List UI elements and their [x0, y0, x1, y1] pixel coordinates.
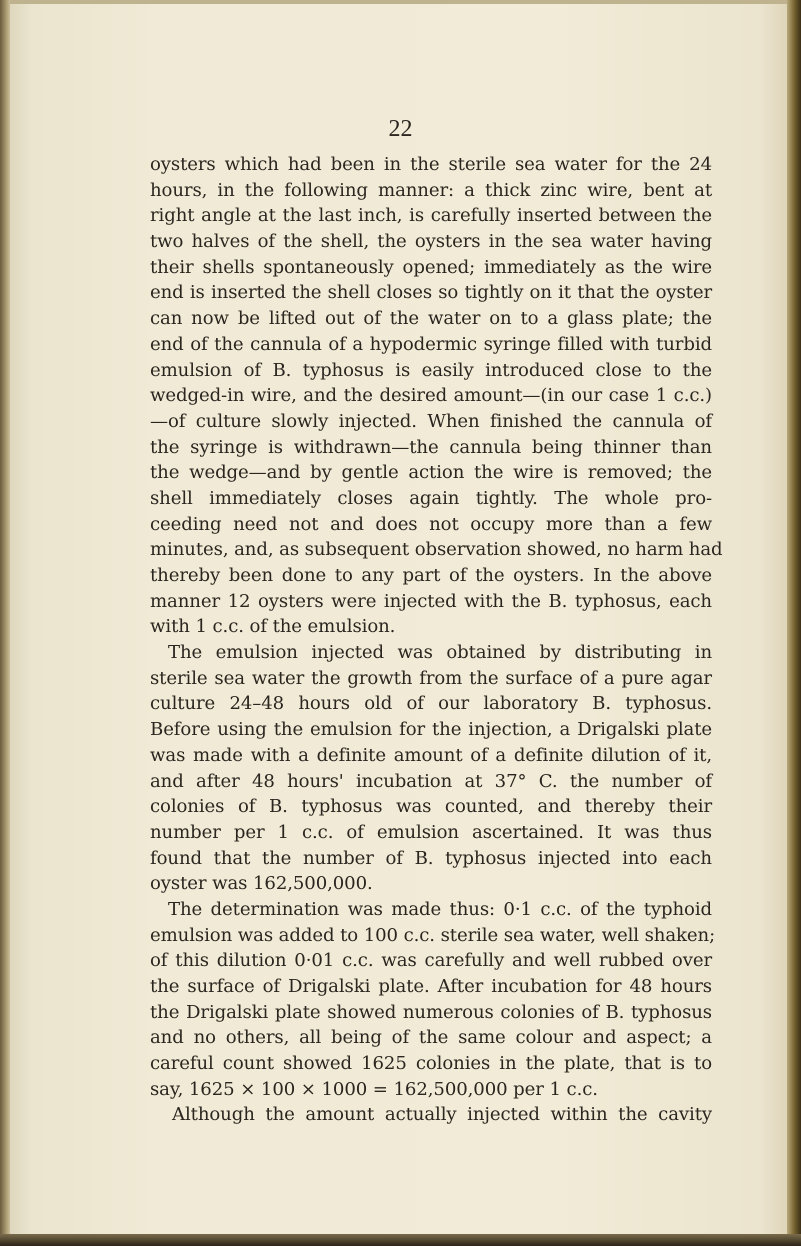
- text-line: right angle at the last inch, is carefully inserted between the: [150, 205, 712, 227]
- text-line: two halves of the shell, the oysters in the sea water having: [150, 231, 712, 253]
- text-line: found that the number of B. typhosus injected into each: [150, 847, 712, 869]
- text-line: with 1 c.c. of the emulsion.: [150, 616, 396, 638]
- text-line: shell immediately closes again tightly. The whole pro-: [150, 487, 712, 509]
- text-line: emulsion was added to 100 c.c. sterile sea water, well shaken;: [150, 924, 716, 946]
- book-binding-edge: [0, 0, 10, 1246]
- text-line: the syringe is withdrawn—the cannula being thinner than: [150, 436, 712, 458]
- text-line: can now be lifted out of the water on to a glass plate; the: [150, 308, 712, 330]
- text-line: and no others, all being of the same colour and aspect; a: [150, 1027, 712, 1049]
- text-line: oysters which had been in the sterile sea water for the 24: [150, 154, 712, 175]
- text-line: say, 1625 × 100 × 1000 = 162,500,000 per 1 c.c.: [150, 1078, 598, 1100]
- text-line: and after 48 hours' incubation at 37° C. the number of: [150, 770, 712, 792]
- text-line: thereby been done to any part of the oysters. In the above: [150, 565, 712, 586]
- body-text: [150, 152, 723, 1128]
- text-line: ceeding need not and does not occupy more than a few: [150, 513, 712, 535]
- page-bottom-edge: [0, 1234, 801, 1246]
- book-spine-edge: [787, 0, 801, 1246]
- text-line: end of the cannula of a hypodermic syringe filled with turbid: [150, 333, 712, 355]
- page-top-edge: [0, 0, 801, 4]
- text-line: The determination was made thus: 0·1 c.c. of the typhoid: [168, 898, 712, 920]
- text-line: Before using the emulsion for the injection, a Drigalski plate: [150, 719, 712, 741]
- text-line: the Drigalski plate showed numerous colonies of B. typhosus: [150, 1001, 712, 1023]
- text-line: —of culture slowly injected. When finished the cannula of: [150, 410, 712, 432]
- text-line: emulsion of B. typhosus is easily introduced close to the: [150, 359, 712, 381]
- text-line: Although the amount actually injected within the cavity: [172, 1104, 712, 1126]
- text-line: number per 1 c.c. of emulsion ascertained. It was thus: [150, 821, 712, 843]
- text-line: minutes, and, as subsequent observation showed, no harm had: [150, 539, 723, 561]
- text-line: the wedge—and by gentle action the wire is removed; the: [150, 462, 712, 484]
- text-line: the surface of Drigalski plate. After incubation for 48 hours: [150, 976, 712, 997]
- text-line: oyster was 162,500,000.: [150, 873, 373, 895]
- page-number: 22: [388, 116, 413, 142]
- text-line: The emulsion injected was obtained by distributing in: [168, 642, 712, 664]
- text-line: sterile sea water the growth from the surface of a pure agar: [150, 667, 712, 689]
- text-line: colonies of B. typhosus was counted, and thereby their: [150, 796, 712, 818]
- text-line: of this dilution 0·01 c.c. was carefully and well rubbed over: [150, 950, 712, 972]
- text-line: careful count showed 1625 colonies in the plate, that is to: [150, 1053, 712, 1075]
- text-line: was made with a definite amount of a definite dilution of it,: [150, 744, 712, 766]
- text-line: wedged-in wire, and the desired amount—(in our case 1 c.c.): [150, 385, 712, 407]
- text-line: end is inserted the shell closes so tightly on it that the oyster: [150, 282, 712, 304]
- text-line: manner 12 oysters were injected with the B. typhosus, each: [150, 590, 712, 612]
- text-line: culture 24–48 hours old of our laboratory B. typhosus.: [150, 693, 712, 715]
- text-line: hours, in the following manner: a thick zinc wire, bent at: [150, 179, 712, 201]
- text-line: their shells spontaneously opened; immediately as the wire: [150, 256, 712, 278]
